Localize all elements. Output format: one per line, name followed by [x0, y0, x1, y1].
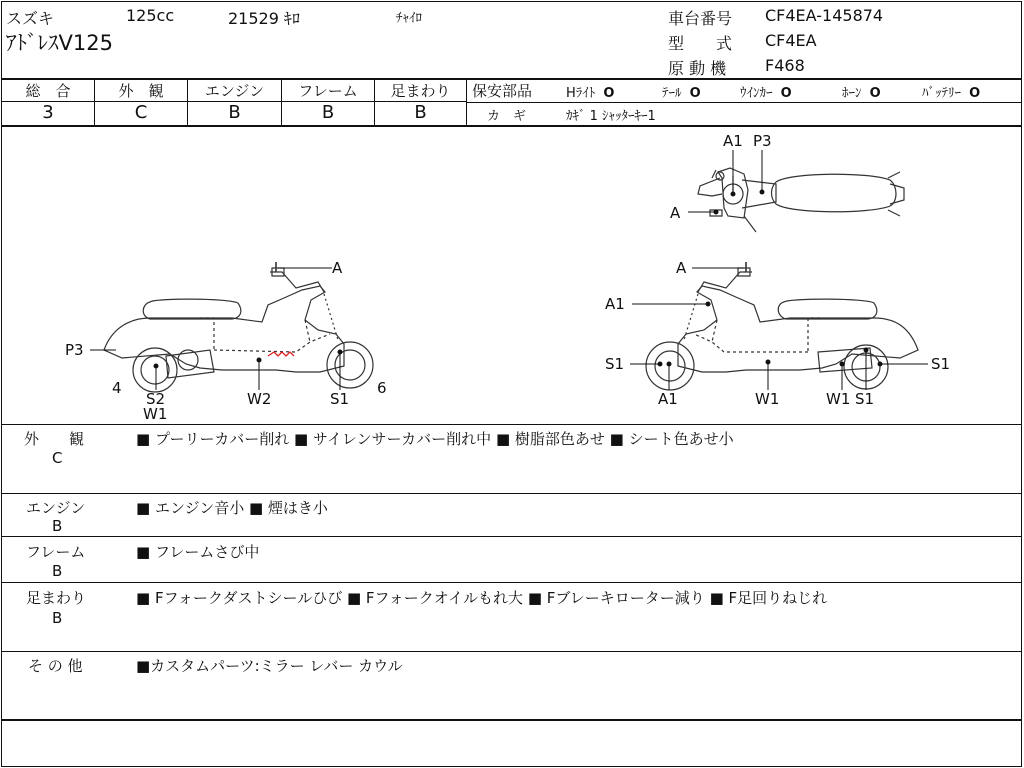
engine-value: F468 [765, 56, 805, 75]
safety-table-mid [467, 102, 1022, 103]
scooter-left-side-view [104, 262, 373, 392]
safety-item-tail [662, 82, 701, 101]
note-category-exterior: 外 観 [24, 430, 85, 448]
diagram-label: W1 [755, 390, 780, 408]
safety-item-mark: O [689, 86, 701, 101]
grade-label-engine: エンジン [204, 82, 265, 100]
engine-label: 原 動 機 [668, 59, 727, 78]
col-divider [466, 79, 467, 125]
diagram-label: A1 [658, 390, 678, 408]
displacement: 125cc [126, 6, 175, 25]
diagram-label: 4 [112, 379, 122, 397]
notes-divider [1, 493, 1022, 494]
key-label: カ ギ [487, 109, 527, 124]
diagram-label: A [332, 259, 343, 277]
diagram-label: 6 [377, 379, 387, 397]
note-grade-frame: B [52, 562, 63, 580]
diagram-label: W2 [247, 390, 272, 408]
diagram-label: S2 [146, 390, 166, 408]
note-grade-suspension: B [52, 609, 63, 627]
safety-item-mark: O [780, 86, 792, 101]
frame-no-label: 車台番号 [668, 9, 733, 28]
maker: スズキ [6, 9, 55, 28]
diagram-label: S1 [931, 355, 951, 373]
note-category-other: そ の 他 [28, 657, 83, 675]
grade-label-overall: 総 合 [25, 82, 71, 100]
note-category-frame: フレーム [26, 543, 86, 561]
safety-item-label: Hﾗｲﾄ [566, 86, 596, 101]
type-value: CF4EA [765, 31, 817, 50]
grade-label-frame: フレーム [298, 82, 358, 100]
note-text-frame: ■ フレームさび中 [136, 543, 260, 561]
diagram-label: W1 [826, 390, 851, 408]
note-text-suspension: ■ Fフォークダストシールひび ■ Fフォークオイルもれ大 ■ Fブレーキローター減り ■ F足回りねじれ [136, 589, 828, 607]
frame-no: CF4EA-145874 [765, 6, 884, 25]
notes-divider [1, 536, 1022, 537]
diagram-label: S1 [855, 390, 875, 408]
safety-item-label: ｳｲﾝｶｰ [740, 86, 773, 101]
model-name: ｱﾄﾞﾚｽV125 [6, 31, 113, 55]
diagram-label: S1 [330, 390, 350, 408]
damage-mark [268, 352, 294, 356]
safety-item-label: ﾎｰﾝ [842, 86, 862, 101]
note-text-other: ■カスタムパーツ:ミラー レバー カウル [136, 657, 403, 675]
damage-diagram [0, 126, 1024, 424]
diagram-label: S1 [605, 355, 625, 373]
safety-item-label: ﾊﾞｯﾃﾘｰ [922, 86, 961, 101]
note-grade-engine: B [52, 517, 63, 535]
grade-value-exterior: C [134, 102, 148, 123]
note-grade-exterior: C [52, 449, 63, 467]
safety-item-label: ﾃｰﾙ [662, 86, 682, 101]
type-label: 型 式 [668, 34, 733, 53]
mileage: 21529 ｷﾛ [228, 9, 300, 28]
diagram-label: A1 [723, 132, 743, 150]
safety-item-headlight [566, 82, 614, 101]
diagram-label: A [670, 204, 681, 222]
diagram-label: A [676, 259, 687, 277]
note-text-exterior: ■ プーリーカバー削れ ■ サイレンサーカバー削れ中 ■ 樹脂部色あせ ■ シート色あせ小 [136, 430, 734, 448]
grade-value-overall: 3 [42, 102, 54, 123]
diagram-label: A1 [605, 295, 625, 313]
key-value: ｶｷﾞ 1 ｼｬｯﾀｰｷｰ1 [566, 109, 656, 124]
note-category-engine: エンジン [26, 499, 86, 517]
safety-item-winker [740, 82, 792, 101]
body-color: ﾁｬｲﾛ [396, 11, 422, 26]
notes-divider [1, 582, 1022, 583]
note-text-engine: ■ エンジン音小 ■ 煙はき小 [136, 499, 328, 517]
safety-item-mark: O [969, 86, 981, 101]
grade-value-suspension: B [414, 102, 427, 123]
safety-item-horn [842, 82, 881, 101]
notes-bottom [1, 719, 1022, 721]
grade-label-exterior: 外 観 [118, 82, 164, 100]
scooter-right-side-view [646, 262, 918, 390]
safety-item-mark: O [603, 86, 615, 101]
safety-item-battery [922, 82, 980, 101]
notes-divider [1, 651, 1022, 652]
safety-item-mark: O [869, 86, 881, 101]
diagram-label: P3 [65, 341, 84, 359]
grade-value-engine: B [228, 102, 241, 123]
grade-value-frame: B [321, 102, 335, 123]
diagram-label: P3 [753, 132, 772, 150]
safety-title: 保安部品 [472, 82, 533, 100]
grade-label-suspension: 足まわり [390, 82, 451, 100]
note-category-suspension: 足まわり [26, 589, 87, 607]
diagram-label: W1 [143, 405, 168, 423]
scooter-top-view [698, 168, 904, 232]
notes-top [1, 424, 1022, 425]
